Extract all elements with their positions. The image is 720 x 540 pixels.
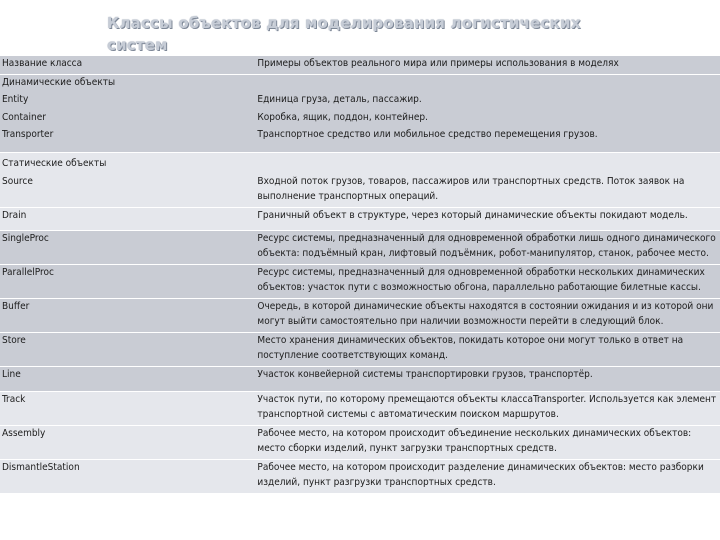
table-row [0, 459, 720, 493]
class-name-cell: Drain [0, 207, 255, 230]
class-desc-cell: Рабочее место, на котором происходит объединение нескольких динамических объектов: место сборки изделий, пункт загрузки транспортных средств. [255, 425, 720, 459]
class-desc-cell: Входной поток грузов, товаров, пассажиров или транспортных средств. Поток заявок на выполнение транспортных операций. [255, 174, 720, 208]
class-desc-cell: Участок конвейерной системы транспортировки грузов, транспортёр. [255, 366, 720, 391]
table-row [0, 366, 720, 391]
class-name-cell: Container [0, 110, 255, 128]
class-name-cell: Buffer [0, 298, 255, 332]
section-label-static: Статические объекты [0, 153, 255, 174]
table-row [0, 230, 720, 264]
table-row [0, 425, 720, 459]
class-name-cell: ParallelProc [0, 264, 255, 298]
section-label-dynamic: Динамические объекты [0, 74, 255, 92]
class-name-cell: Transporter [0, 127, 255, 153]
table-row [0, 298, 720, 332]
slide-title: Классы объектов для моделирования логистических систем [107, 14, 581, 54]
class-desc-cell: Ресурс системы, предназначенный для одновременной обработки лишь одного динамического объекта: подъёмный кран, лифтовый подъёмник, робот-манипулятор, станок, рабочее место. [255, 230, 720, 264]
class-name-cell: Assembly [0, 425, 255, 459]
table-row [0, 174, 720, 208]
section-row-static [0, 153, 720, 174]
table-row [0, 92, 720, 110]
class-name-cell: Line [0, 366, 255, 391]
class-desc-cell: Очередь, в которой динамические объекты находятся в состоянии ожидания и из которой они могут выйти самостоятельно при наличии возможности перейти в следующий блок. [255, 298, 720, 332]
class-desc-cell: Транспортное средство или мобильное средство перемещения грузов. [255, 127, 720, 153]
class-desc-cell: Единица груза, деталь, пассажир. [255, 92, 720, 110]
class-name-cell: Entity [0, 92, 255, 110]
table-header-row [0, 56, 720, 74]
class-name-cell: Store [0, 332, 255, 366]
header-examples: Примеры объектов реального мира или примеры использования в моделях [255, 56, 720, 74]
class-desc-cell: Граничный объект в структуре, через который динамические объекты покидают модель. [255, 207, 720, 230]
table-row [0, 264, 720, 298]
table-row [0, 391, 720, 425]
class-name-cell: Track [0, 391, 255, 425]
class-desc-cell: Рабочее место, на котором происходит разделение динамических объектов: место разборки изделий, пункт разгрузки транспортных средств. [255, 459, 720, 493]
table-row [0, 207, 720, 230]
class-desc-cell: Участок пути, по которому премещаются объекты классаTransporter. Используется как элемент транспортной системы с автоматическим поиском маршрутов. [255, 391, 720, 425]
class-name-cell: Source [0, 174, 255, 208]
class-name-cell: DismantleStation [0, 459, 255, 493]
header-class-name: Название класса [0, 56, 255, 74]
class-desc-cell: Коробка, ящик, поддон, контейнер. [255, 110, 720, 128]
object-classes-table [0, 56, 720, 494]
class-name-cell: SingleProc [0, 230, 255, 264]
table-row [0, 127, 720, 153]
section-row-dynamic [0, 74, 720, 92]
table-row [0, 332, 720, 366]
class-desc-cell: Место хранения динамических объектов, покидать которое они могут только в ответ на поступление соответствующих команд. [255, 332, 720, 366]
table-row [0, 110, 720, 128]
class-desc-cell: Ресурс системы, предназначенный для одновременной обработки нескольких динамических объектов: участок пути с возможностью обгона, параллельно работающие билетные кассы. [255, 264, 720, 298]
